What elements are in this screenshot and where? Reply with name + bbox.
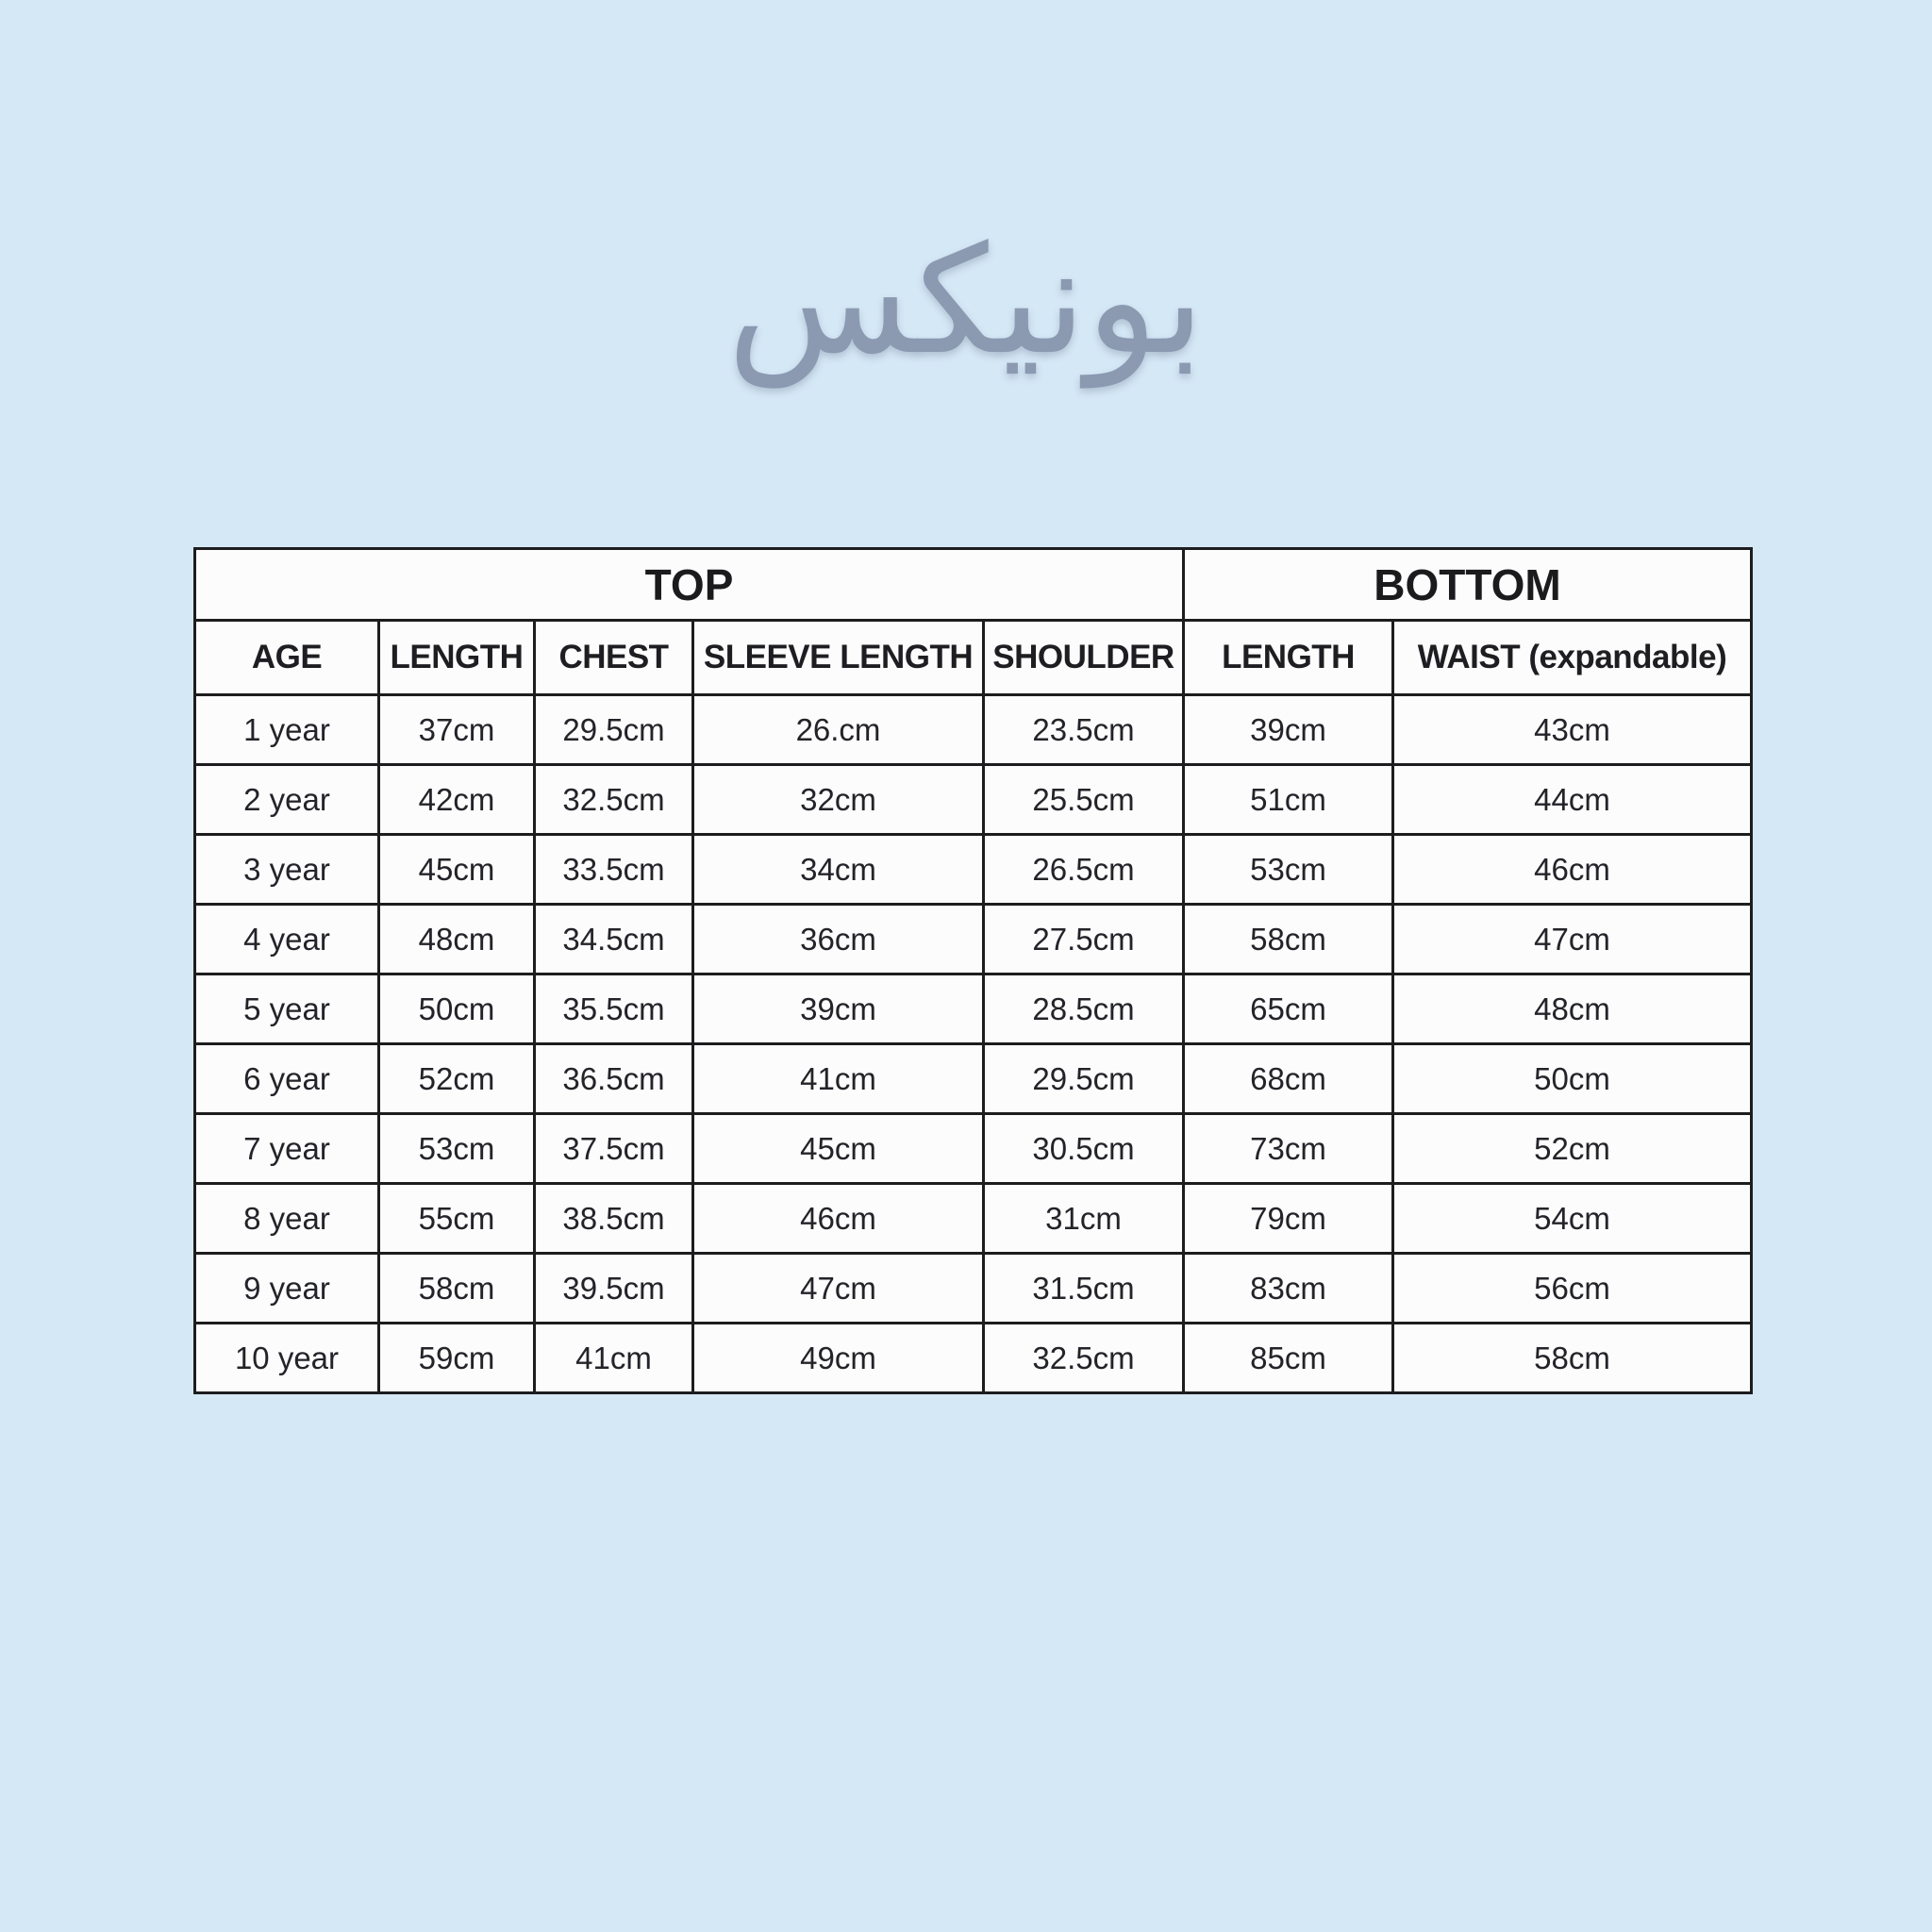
measurement-cell: 44cm [1393,765,1752,835]
measurement-cell: 31.5cm [984,1254,1184,1324]
measurement-cell: 32.5cm [535,765,693,835]
measurement-cell: 58cm [1184,905,1393,974]
measurement-cell: 42cm [379,765,535,835]
column-header-top-length: LENGTH [379,621,535,695]
measurement-cell: 53cm [379,1114,535,1184]
column-header-bottom-length: LENGTH [1184,621,1393,695]
measurement-cell: 47cm [693,1254,984,1324]
measurement-cell: 46cm [693,1184,984,1254]
age-cell: 1 year [195,695,379,765]
measurement-cell: 34cm [693,835,984,905]
measurement-cell: 85cm [1184,1324,1393,1393]
column-header-sleeve-length: SLEEVE LENGTH [693,621,984,695]
table-row [195,1184,1752,1254]
measurement-cell: 30.5cm [984,1114,1184,1184]
measurement-cell: 41cm [535,1324,693,1393]
size-chart-table [193,547,1753,1394]
measurement-cell: 55cm [379,1184,535,1254]
age-cell: 5 year [195,974,379,1044]
measurement-cell: 29.5cm [535,695,693,765]
measurement-cell: 50cm [1393,1044,1752,1114]
measurement-cell: 39cm [1184,695,1393,765]
measurement-cell: 27.5cm [984,905,1184,974]
column-header-age: AGE [195,621,379,695]
measurement-cell: 59cm [379,1324,535,1393]
measurement-cell: 47cm [1393,905,1752,974]
measurement-cell: 36.5cm [535,1044,693,1114]
age-cell: 10 year [195,1324,379,1393]
measurement-cell: 41cm [693,1044,984,1114]
measurement-cell: 28.5cm [984,974,1184,1044]
column-header-waist: WAIST (expandable) [1393,621,1752,695]
age-cell: 6 year [195,1044,379,1114]
measurement-cell: 33.5cm [535,835,693,905]
age-cell: 9 year [195,1254,379,1324]
measurement-cell: 52cm [1393,1114,1752,1184]
column-header-shoulder: SHOULDER [984,621,1184,695]
table-row [195,765,1752,835]
age-cell: 7 year [195,1114,379,1184]
measurement-cell: 29.5cm [984,1044,1184,1114]
measurement-cell: 79cm [1184,1184,1393,1254]
measurement-cell: 54cm [1393,1184,1752,1254]
table-row [195,1044,1752,1114]
measurement-cell: 39cm [693,974,984,1044]
measurement-cell: 37cm [379,695,535,765]
measurement-cell: 34.5cm [535,905,693,974]
measurement-cell: 45cm [379,835,535,905]
table-row [195,1254,1752,1324]
measurement-cell: 49cm [693,1324,984,1393]
table-row [195,1114,1752,1184]
measurement-cell: 37.5cm [535,1114,693,1184]
measurement-cell: 32.5cm [984,1324,1184,1393]
measurement-cell: 26.cm [693,695,984,765]
measurement-cell: 48cm [1393,974,1752,1044]
measurement-cell: 48cm [379,905,535,974]
measurement-cell: 35.5cm [535,974,693,1044]
measurement-cell: 46cm [1393,835,1752,905]
measurement-cell: 65cm [1184,974,1393,1044]
measurement-cell: 32cm [693,765,984,835]
measurement-cell: 50cm [379,974,535,1044]
measurement-cell: 58cm [1393,1324,1752,1393]
bottom-section-header: BOTTOM [1184,549,1752,621]
table-row [195,695,1752,765]
age-cell: 4 year [195,905,379,974]
measurement-cell: 56cm [1393,1254,1752,1324]
table-row [195,974,1752,1044]
measurement-cell: 38.5cm [535,1184,693,1254]
top-section-header: TOP [195,549,1184,621]
age-cell: 8 year [195,1184,379,1254]
column-header-chest: CHEST [535,621,693,695]
table-row [195,905,1752,974]
measurement-cell: 25.5cm [984,765,1184,835]
measurement-cell: 58cm [379,1254,535,1324]
measurement-cell: 53cm [1184,835,1393,905]
age-cell: 3 year [195,835,379,905]
measurement-cell: 39.5cm [535,1254,693,1324]
measurement-cell: 43cm [1393,695,1752,765]
measurement-cell: 31cm [984,1184,1184,1254]
measurement-cell: 51cm [1184,765,1393,835]
table-row [195,1324,1752,1393]
measurement-cell: 83cm [1184,1254,1393,1324]
measurement-cell: 45cm [693,1114,984,1184]
measurement-cell: 68cm [1184,1044,1393,1114]
brand-logo-arabic: بونيكس [727,214,1205,388]
measurement-cell: 52cm [379,1044,535,1114]
measurement-cell: 26.5cm [984,835,1184,905]
section-header-row [195,549,1752,621]
age-cell: 2 year [195,765,379,835]
column-header-row [195,621,1752,695]
measurement-cell: 23.5cm [984,695,1184,765]
measurement-cell: 36cm [693,905,984,974]
table-row [195,835,1752,905]
measurement-cell: 73cm [1184,1114,1393,1184]
